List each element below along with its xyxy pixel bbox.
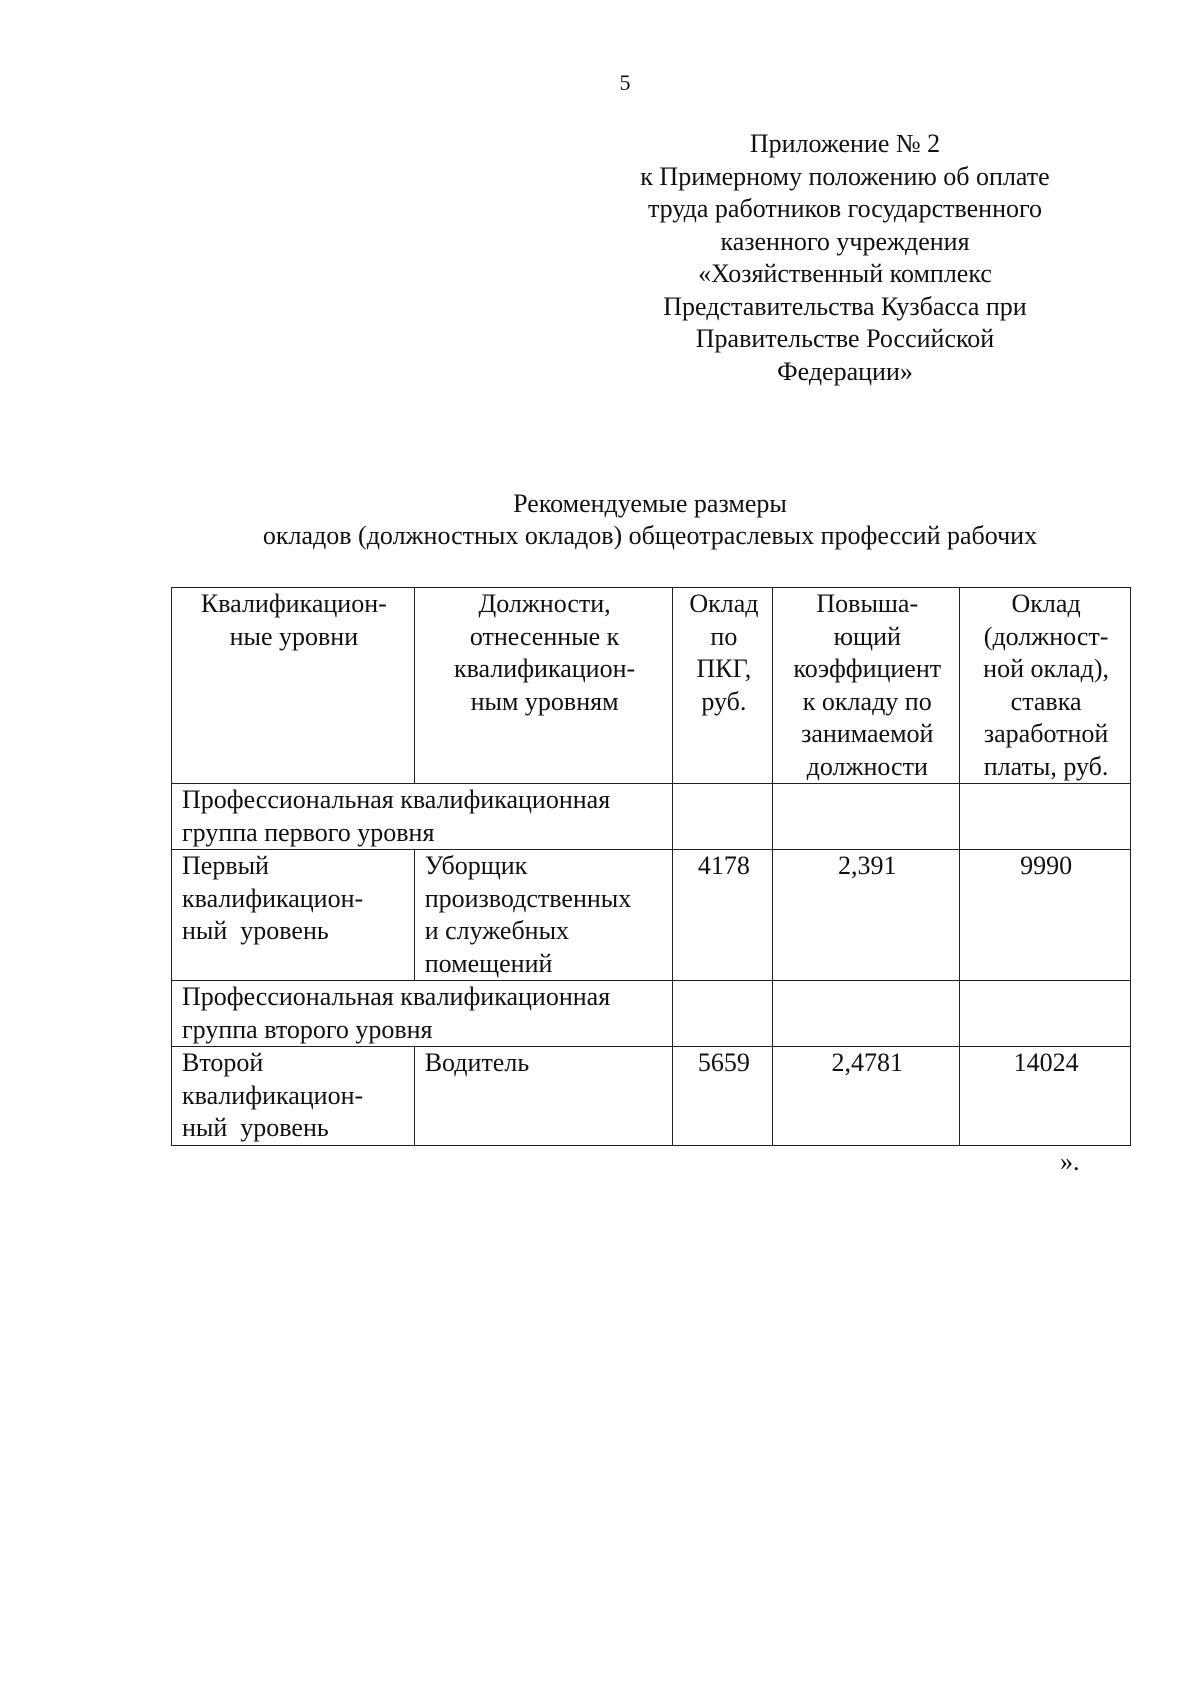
header-salary: Оклад (должност- ной оклад), ставка заработной платы, руб.	[960, 588, 1131, 784]
appendix-line: Правительстве Российской	[695, 324, 995, 353]
empty-cell	[673, 981, 773, 1047]
header-positions: Должности, отнесенные к квалификацион- ным уровням	[414, 588, 673, 784]
appendix-header	[595, 128, 1095, 388]
header-salary-pkg: Оклад по ПКГ, руб.	[673, 588, 773, 784]
table-header-row	[172, 588, 1131, 784]
salary: 9990	[960, 850, 1131, 981]
header-coefficient: Повыша- ющий коэффициент к окладу по занимаемой должности	[773, 588, 960, 784]
appendix-line: Приложение № 2	[749, 129, 941, 158]
document-title	[170, 488, 1130, 552]
coefficient: 2,4781	[773, 1047, 960, 1146]
table-row	[172, 850, 1131, 981]
salary-pkg: 5659	[673, 1047, 773, 1146]
qualification-level: Второй квалификацион- ный уровень	[172, 1047, 415, 1146]
title-line-1: Рекомендуемые размеры	[513, 489, 787, 518]
empty-cell	[773, 784, 960, 850]
appendix-line: к Примерному положению об оплате	[640, 161, 1050, 191]
salary-pkg: 4178	[673, 850, 773, 981]
coefficient: 2,391	[773, 850, 960, 981]
empty-cell	[960, 981, 1131, 1047]
empty-cell	[773, 981, 960, 1047]
group-row	[172, 784, 1131, 850]
group-name: Профессиональная квалификационная группа второго уровня	[172, 981, 673, 1047]
appendix-line: Федерации»	[777, 356, 913, 386]
appendix-line: казенного учреждения	[720, 226, 970, 256]
positions: Водитель	[414, 1047, 673, 1146]
group-name: Профессиональная квалификационная группа первого уровня	[172, 784, 673, 850]
appendix-line: «Хозяйственный комплекс	[698, 259, 992, 288]
positions: Уборщик производственных и служебных помещений	[414, 850, 673, 981]
title-line-2: окладов (должностных окладов) общеотраслевых профессий рабочих	[262, 521, 1038, 550]
empty-cell	[960, 784, 1131, 850]
empty-cell	[673, 784, 773, 850]
closing-quote: ».	[1060, 1147, 1080, 1176]
page-number: 5	[619, 70, 631, 95]
appendix-line: труда работников государственного	[647, 194, 1043, 223]
qualification-level: Первый квалификацион- ный уровень	[172, 850, 415, 981]
appendix-line: Представительства Кузбасса при	[663, 291, 1027, 321]
table-row	[172, 1047, 1131, 1146]
group-row	[172, 981, 1131, 1047]
header-qualification-levels: Квалификацион- ные уровни	[172, 588, 415, 784]
salary-table	[171, 587, 1131, 1146]
salary: 14024	[960, 1047, 1131, 1146]
